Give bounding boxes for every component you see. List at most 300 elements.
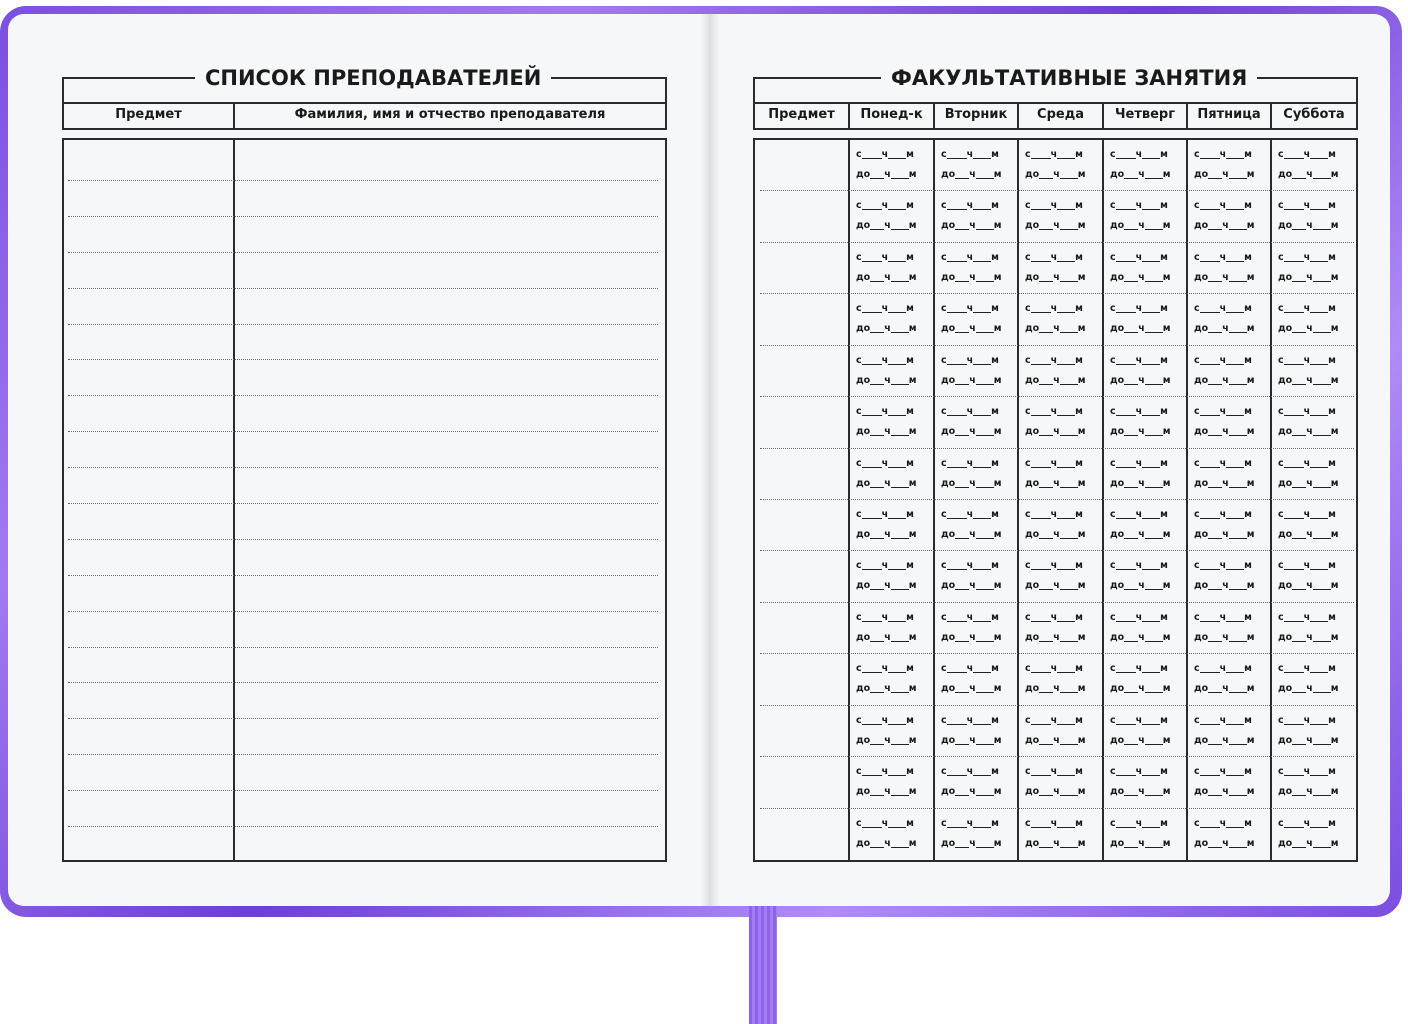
time-hour-label: ч [1138, 735, 1145, 746]
time-hour-label: ч [881, 663, 889, 674]
time-hour-label: ч [1219, 303, 1227, 314]
time-slot-cell[interactable] [1272, 757, 1356, 808]
time-prefix: до [1025, 786, 1040, 797]
blank-underline [973, 158, 991, 159]
time-hour-label: ч [1303, 406, 1311, 417]
time-minute-label: м [1328, 355, 1336, 366]
time-minute-label: м [1077, 632, 1086, 643]
time-slot-cell[interactable] [850, 140, 934, 191]
time-minute-label: м [908, 272, 917, 283]
blank-underline [1116, 364, 1136, 365]
blank-underline [1284, 775, 1304, 776]
time-hour-label: ч [966, 663, 974, 674]
time-hour-label: ч [1306, 323, 1313, 334]
blank-underline [947, 415, 967, 416]
time-minute-label: м [906, 406, 914, 417]
blank-underline [1039, 281, 1053, 282]
time-hour-label: ч [1303, 663, 1311, 674]
time-prefix: с [1278, 663, 1284, 674]
time-hour-label: ч [1138, 632, 1145, 643]
time-slot-cell[interactable] [850, 757, 934, 808]
time-minute-label: м [993, 735, 1002, 746]
blank-underline [1039, 435, 1053, 436]
time-prefix: с [1025, 355, 1031, 366]
time-slot-cell[interactable] [1272, 449, 1356, 500]
blank-underline [1039, 487, 1053, 488]
time-slot-cell[interactable] [1104, 294, 1188, 345]
time-slot-cell[interactable] [1188, 294, 1272, 345]
time-slot-cell[interactable] [1188, 551, 1272, 602]
time-slot-cell[interactable] [1104, 809, 1188, 860]
time-slot-cell[interactable] [850, 397, 934, 448]
blank-underline [1313, 641, 1331, 642]
time-prefix: с [1194, 149, 1200, 160]
blank-underline [888, 672, 906, 673]
blank-underline [976, 384, 994, 385]
page-spine [700, 14, 720, 906]
time-minute-label: м [1246, 580, 1255, 591]
blank-underline [1145, 589, 1163, 590]
time-hour-label: ч [1222, 632, 1229, 643]
blank-underline [1208, 538, 1222, 539]
time-slot-cell[interactable] [1019, 654, 1103, 705]
time-slot-cell[interactable] [1019, 191, 1103, 242]
blank-underline [1031, 364, 1051, 365]
blank-underline [1142, 827, 1160, 828]
blank-underline [1060, 589, 1078, 590]
time-hour-label: ч [1053, 169, 1060, 180]
time-hour-label: ч [884, 838, 891, 849]
time-slot-cell[interactable] [1188, 140, 1272, 191]
time-prefix: до [856, 683, 871, 694]
time-slot-cell[interactable] [850, 449, 934, 500]
blank-underline [1060, 744, 1078, 745]
blank-underline [1310, 415, 1328, 416]
time-slot-cell[interactable] [1272, 397, 1356, 448]
blank-underline [955, 589, 969, 590]
time-minute-label: м [908, 375, 917, 386]
blank-underline [1145, 332, 1163, 333]
time-minute-label: м [1328, 766, 1336, 777]
blank-underline [1116, 569, 1136, 570]
time-slot-cell[interactable] [1104, 500, 1188, 551]
time-slot-cell[interactable] [1104, 243, 1188, 294]
blank-underline [1145, 435, 1163, 436]
time-minute-label: м [1246, 632, 1255, 643]
time-slot-cell[interactable] [1019, 809, 1103, 860]
time-hour-label: ч [1138, 375, 1145, 386]
time-prefix: с [1025, 406, 1031, 417]
blank-underline [1226, 672, 1244, 673]
time-slot-cell[interactable] [1019, 603, 1103, 654]
time-minute-label: м [1244, 766, 1252, 777]
teacher-row-line [68, 647, 658, 648]
blank-underline [973, 415, 991, 416]
time-slot-cell[interactable] [850, 809, 934, 860]
time-slot-cell[interactable] [1272, 243, 1356, 294]
time-hour-label: ч [1306, 735, 1313, 746]
time-slot-cell[interactable] [1272, 706, 1356, 757]
time-hour-label: ч [1053, 683, 1060, 694]
blank-underline [973, 312, 991, 313]
blank-underline [870, 281, 884, 282]
time-prefix: с [1025, 715, 1031, 726]
time-minute-label: м [1328, 200, 1336, 211]
time-slot-cell[interactable] [1019, 757, 1103, 808]
time-prefix: с [941, 818, 947, 829]
time-slot-cell[interactable] [935, 191, 1019, 242]
blank-underline [1226, 621, 1244, 622]
blank-underline [891, 589, 909, 590]
time-slot-cell[interactable] [1104, 603, 1188, 654]
time-slot-cell[interactable] [1104, 757, 1188, 808]
time-prefix: с [941, 612, 947, 623]
time-minute-label: м [993, 786, 1002, 797]
blank-underline [976, 795, 994, 796]
time-hour-label: ч [966, 612, 974, 623]
blank-underline [1116, 724, 1136, 725]
time-minute-label: м [1328, 663, 1336, 674]
blank-underline [947, 569, 967, 570]
time-slot-cell[interactable] [1019, 551, 1103, 602]
time-hour-label: ч [969, 220, 976, 231]
time-slot-cell[interactable] [1188, 757, 1272, 808]
time-hour-label: ч [884, 272, 891, 283]
time-minute-label: м [908, 580, 917, 591]
time-slot-cell[interactable] [935, 397, 1019, 448]
blank-underline [891, 281, 909, 282]
time-slot-cell[interactable] [1188, 809, 1272, 860]
time-slot-cell[interactable] [935, 346, 1019, 397]
blank-underline [1124, 744, 1138, 745]
blank-underline [947, 467, 967, 468]
time-slot-cell[interactable] [935, 243, 1019, 294]
time-minute-label: м [906, 766, 914, 777]
blank-underline [1142, 364, 1160, 365]
blank-underline [1284, 158, 1304, 159]
time-slot-cell[interactable] [1188, 603, 1272, 654]
blank-underline [1057, 158, 1075, 159]
time-slot-cell[interactable] [1019, 500, 1103, 551]
time-prefix: с [1278, 149, 1284, 160]
time-prefix: до [1110, 375, 1125, 386]
time-slot-cell[interactable] [850, 243, 934, 294]
time-slot-cell[interactable] [1272, 654, 1356, 705]
time-prefix: до [1194, 786, 1209, 797]
blank-underline [1226, 312, 1244, 313]
time-minute-label: м [1075, 715, 1083, 726]
time-minute-label: м [991, 303, 999, 314]
time-slot-cell[interactable] [850, 551, 934, 602]
blank-underline [888, 467, 906, 468]
blank-underline [947, 312, 967, 313]
time-prefix: с [1110, 715, 1116, 726]
blank-underline [1226, 569, 1244, 570]
time-slot-cell[interactable] [935, 551, 1019, 602]
blank-underline [973, 364, 991, 365]
time-slot-cell[interactable] [935, 500, 1019, 551]
time-minute-label: м [1328, 612, 1336, 623]
blank-underline [1200, 775, 1220, 776]
time-slot-cell[interactable] [1272, 551, 1356, 602]
time-minute-label: м [991, 252, 999, 263]
time-prefix: до [1194, 683, 1209, 694]
time-slot-cell[interactable] [935, 449, 1019, 500]
time-slot-cell[interactable] [1188, 449, 1272, 500]
time-slot-cell[interactable] [1188, 346, 1272, 397]
time-slot-cell[interactable] [1104, 706, 1188, 757]
blank-underline [1200, 467, 1220, 468]
time-minute-label: м [1328, 509, 1336, 520]
blank-underline [1226, 518, 1244, 519]
blank-underline [1116, 415, 1136, 416]
blank-underline [1292, 744, 1306, 745]
time-hour-label: ч [1306, 169, 1313, 180]
time-slot-cell[interactable] [1188, 500, 1272, 551]
time-hour-label: ч [881, 766, 889, 777]
time-slot-cell[interactable] [1104, 346, 1188, 397]
teacher-row-line [68, 431, 658, 432]
blank-underline [891, 692, 909, 693]
blank-underline [870, 589, 884, 590]
time-slot-cell[interactable] [935, 294, 1019, 345]
time-minute-label: м [1075, 509, 1083, 520]
time-prefix: до [941, 735, 956, 746]
blank-underline [973, 209, 991, 210]
time-slot-cell[interactable] [1019, 294, 1103, 345]
time-slot-cell[interactable] [1019, 140, 1103, 191]
time-prefix: с [1194, 355, 1200, 366]
time-slot-cell[interactable] [935, 654, 1019, 705]
blank-underline [1145, 795, 1163, 796]
time-minute-label: м [1244, 458, 1252, 469]
blank-underline [1057, 312, 1075, 313]
time-slot-cell[interactable] [1019, 397, 1103, 448]
blank-underline [1284, 672, 1304, 673]
time-slot-cell[interactable] [1019, 706, 1103, 757]
blank-underline [1229, 795, 1247, 796]
time-hour-label: ч [1053, 375, 1060, 386]
time-slot-cell[interactable] [1104, 449, 1188, 500]
time-prefix: до [1110, 426, 1125, 437]
blank-underline [1292, 281, 1306, 282]
time-slot-cell[interactable] [850, 294, 934, 345]
time-hour-label: ч [881, 612, 889, 623]
blank-underline [1208, 332, 1222, 333]
blank-underline [947, 827, 967, 828]
blank-underline [1284, 467, 1304, 468]
blank-underline [1116, 827, 1136, 828]
time-minute-label: м [1160, 818, 1168, 829]
time-prefix: с [1110, 509, 1116, 520]
time-slot-cell[interactable] [935, 706, 1019, 757]
blank-underline [862, 158, 882, 159]
time-slot-cell[interactable] [1188, 191, 1272, 242]
blank-underline [1142, 261, 1160, 262]
time-minute-label: м [908, 529, 917, 540]
time-hour-label: ч [1306, 632, 1313, 643]
time-minute-label: м [1328, 458, 1336, 469]
time-prefix: с [856, 766, 862, 777]
blank-underline [1200, 312, 1220, 313]
time-slot-cell[interactable] [1272, 603, 1356, 654]
time-minute-label: м [1162, 683, 1171, 694]
time-slot-cell[interactable] [1272, 140, 1356, 191]
blank-underline [1124, 589, 1138, 590]
time-hour-label: ч [1050, 509, 1058, 520]
blank-underline [888, 312, 906, 313]
time-minute-label: м [1330, 169, 1339, 180]
time-hour-label: ч [1222, 529, 1229, 540]
time-minute-label: м [1246, 169, 1255, 180]
time-slot-cell[interactable] [1188, 654, 1272, 705]
time-slot-cell[interactable] [935, 757, 1019, 808]
time-slot-cell[interactable] [1104, 551, 1188, 602]
time-hour-label: ч [881, 818, 889, 829]
time-prefix: с [1025, 612, 1031, 623]
time-prefix: с [1110, 818, 1116, 829]
time-prefix: до [856, 632, 871, 643]
time-slot-cell[interactable] [1188, 243, 1272, 294]
blank-underline [955, 229, 969, 230]
blank-underline [1060, 332, 1078, 333]
time-minute-label: м [1330, 580, 1339, 591]
blank-underline [1310, 364, 1328, 365]
time-slot-cell[interactable] [1188, 706, 1272, 757]
time-slot-cell[interactable] [935, 809, 1019, 860]
time-hour-label: ч [884, 580, 891, 591]
time-prefix: до [941, 169, 956, 180]
blank-underline [1039, 332, 1053, 333]
time-slot-cell[interactable] [1272, 191, 1356, 242]
time-slot-cell[interactable] [935, 140, 1019, 191]
blank-underline [955, 435, 969, 436]
time-slot-cell[interactable] [850, 603, 934, 654]
time-hour-label: ч [1219, 252, 1227, 263]
time-slot-cell[interactable] [850, 346, 934, 397]
time-slot-cell[interactable] [1104, 654, 1188, 705]
time-hour-label: ч [1138, 683, 1145, 694]
blank-underline [1284, 569, 1304, 570]
blank-underline [1145, 847, 1163, 848]
time-prefix: до [856, 375, 871, 386]
blank-underline [1039, 384, 1053, 385]
electives-day-header: Среда [1037, 107, 1084, 122]
time-minute-label: м [1328, 715, 1336, 726]
ribbon-bookmark [749, 900, 777, 1024]
time-hour-label: ч [1219, 406, 1227, 417]
time-slot-cell[interactable] [935, 603, 1019, 654]
blank-underline [1229, 229, 1247, 230]
time-minute-label: м [906, 560, 914, 571]
time-minute-label: м [993, 529, 1002, 540]
time-hour-label: ч [881, 149, 889, 160]
time-slot-cell[interactable] [1272, 500, 1356, 551]
blank-underline [1060, 229, 1078, 230]
time-hour-label: ч [1050, 406, 1058, 417]
time-hour-label: ч [1303, 766, 1311, 777]
blank-underline [862, 775, 882, 776]
time-minute-label: м [1160, 149, 1168, 160]
time-slot-cell[interactable] [1104, 191, 1188, 242]
time-hour-label: ч [1135, 509, 1143, 520]
time-slot-cell[interactable] [1188, 397, 1272, 448]
time-slot-cell[interactable] [850, 500, 934, 551]
time-slot-cell[interactable] [1104, 140, 1188, 191]
time-prefix: до [1278, 272, 1293, 283]
blank-underline [1229, 332, 1247, 333]
time-prefix: с [941, 200, 947, 211]
time-slot-cell[interactable] [850, 191, 934, 242]
blank-underline [955, 744, 969, 745]
time-minute-label: м [1162, 169, 1171, 180]
time-hour-label: ч [1219, 663, 1227, 674]
time-minute-label: м [991, 149, 999, 160]
blank-underline [1116, 261, 1136, 262]
blank-underline [1060, 384, 1078, 385]
time-prefix: с [1025, 509, 1031, 520]
time-prefix: до [856, 220, 871, 231]
time-minute-label: м [906, 818, 914, 829]
time-prefix: с [1025, 663, 1031, 674]
blank-underline [1313, 744, 1331, 745]
time-slot-cell[interactable] [1019, 346, 1103, 397]
time-hour-label: ч [1053, 272, 1060, 283]
time-minute-label: м [1162, 323, 1171, 334]
blank-underline [1031, 569, 1051, 570]
time-hour-label: ч [966, 560, 974, 571]
time-prefix: с [1194, 818, 1200, 829]
time-hour-label: ч [881, 303, 889, 314]
blank-underline [1310, 827, 1328, 828]
time-hour-label: ч [1303, 715, 1311, 726]
time-prefix: с [941, 560, 947, 571]
blank-underline [1226, 827, 1244, 828]
time-hour-label: ч [881, 406, 889, 417]
time-slot-cell[interactable] [1104, 397, 1188, 448]
time-prefix: с [1110, 406, 1116, 417]
blank-underline [1057, 827, 1075, 828]
blank-underline [1208, 178, 1222, 179]
time-prefix: с [941, 663, 947, 674]
time-slot-cell[interactable] [850, 654, 934, 705]
time-slot-cell[interactable] [850, 706, 934, 757]
time-hour-label: ч [1050, 612, 1058, 623]
blank-underline [1292, 589, 1306, 590]
time-prefix: с [1194, 560, 1200, 571]
time-prefix: с [1194, 252, 1200, 263]
time-hour-label: ч [1219, 355, 1227, 366]
blank-underline [1039, 178, 1053, 179]
time-minute-label: м [1162, 272, 1171, 283]
blank-underline [1145, 538, 1163, 539]
electives-day-header: Пятница [1197, 107, 1261, 122]
time-slot-cell[interactable] [1272, 294, 1356, 345]
time-prefix: до [1194, 169, 1209, 180]
time-slot-cell[interactable] [1019, 243, 1103, 294]
time-prefix: до [1110, 169, 1125, 180]
time-minute-label: м [1244, 560, 1252, 571]
blank-underline [976, 744, 994, 745]
blank-underline [1142, 209, 1160, 210]
time-slot-cell[interactable] [1019, 449, 1103, 500]
time-hour-label: ч [966, 766, 974, 777]
teacher-row-line [68, 718, 658, 719]
time-hour-label: ч [1306, 580, 1313, 591]
time-slot-cell[interactable] [1272, 809, 1356, 860]
time-slot-cell[interactable] [1272, 346, 1356, 397]
time-minute-label: м [1160, 355, 1168, 366]
